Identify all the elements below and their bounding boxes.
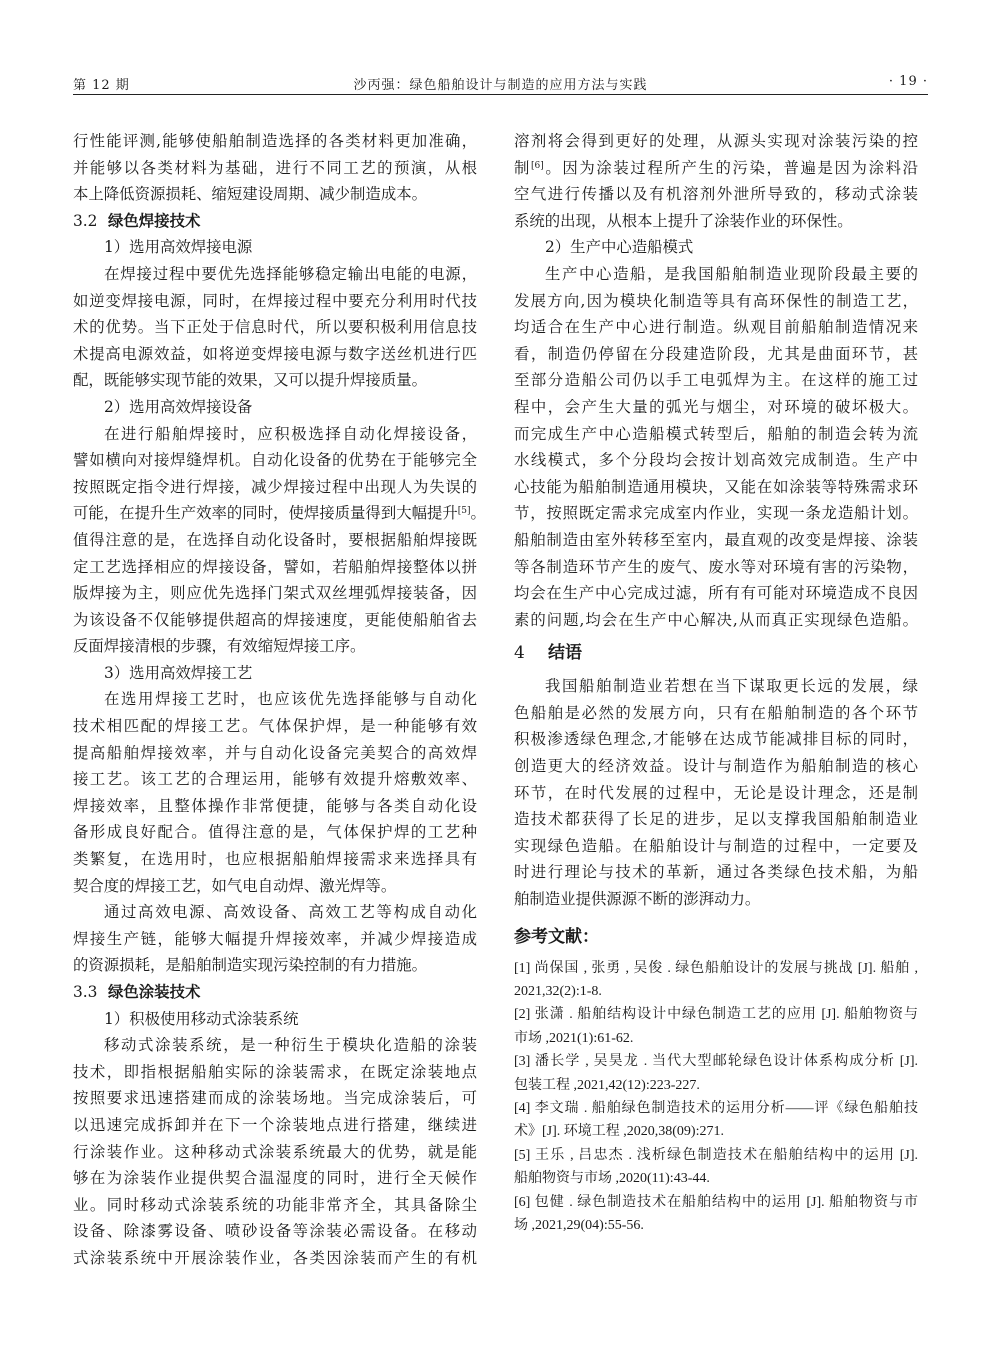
line-text: 通过高效电源、高效设备、高效工艺等构成自动化 xyxy=(104,903,477,922)
reference-line xyxy=(514,1191,918,1214)
text-line xyxy=(514,806,918,833)
right-column xyxy=(514,128,918,1237)
line-text: 定工艺选择相应的焊接设备，譬如，若船舶焊接整体以拼 xyxy=(73,557,477,576)
text-line xyxy=(514,421,918,448)
text-line xyxy=(73,1165,477,1192)
line-text: 等各制造环节产生的废气、废水等对环境有害的污染物， xyxy=(514,557,918,576)
text-line xyxy=(514,886,918,913)
line-text: 心技能为船舶制造通用模块，又能在如涂装等特殊需求环 xyxy=(514,477,918,496)
text-line xyxy=(73,1245,477,1272)
text-line xyxy=(73,474,477,501)
line-text: 以迅速完成拆卸并在下一个涂装地点进行搭建，继续进 xyxy=(73,1115,477,1134)
line-text: 积极渗透绿色理念,才能够在达成节能减排目标的同时， xyxy=(514,730,918,749)
subsection-text: 2）选用高效焊接设备 xyxy=(104,397,253,416)
text-line xyxy=(73,607,477,634)
line-text: 至部分造船公司仍以手工电弧焊为主。在这样的施工过 xyxy=(514,371,918,390)
line-text: 业。同时移动式涂装系统的功能非常齐全，其具备除尘 xyxy=(73,1195,477,1214)
line-text: 节，按照既定需求完成室内作业，实现一条龙造船计划。 xyxy=(514,504,918,523)
subsection-heading xyxy=(73,394,477,421)
line-text: 船舶制造由室外转移至室内，最直观的改变是焊接、涂装 xyxy=(514,530,918,549)
left-column xyxy=(73,128,486,1272)
text-line xyxy=(73,367,477,394)
text-line xyxy=(73,1112,477,1139)
text-line xyxy=(73,740,477,767)
reference-line xyxy=(514,1214,918,1237)
line-text: 类繁复，在选用时，也应根据船舶焊接需求来选择具有 xyxy=(73,850,477,869)
running-header xyxy=(73,70,928,95)
line-text: 接工艺。该工艺的合理运用，能够有效提升熔敷效率、 xyxy=(73,770,477,789)
subsection-text: 2）生产中心造船模式 xyxy=(545,238,694,257)
reference-text: [3] 潘长学 , 吴昊龙 . 当代大型邮轮绿色设计体系构成分析 [J]. xyxy=(514,1054,918,1070)
line-text: 看，制造仍停留在分段建造阶段，尤其是曲面环节，甚 xyxy=(514,344,918,363)
text-line xyxy=(73,500,486,527)
line-text: 而完成生产中心造船模式转型后，船舶的制造会转为流 xyxy=(514,424,918,443)
line-text: 提高船舶焊接效率，并与自动化设备完美契合的高效焊 xyxy=(73,743,477,762)
text-line xyxy=(73,766,477,793)
text-line xyxy=(514,726,918,753)
line-text: 行性能评测,能够使船舶制造选择的各类材料更加准确， xyxy=(73,132,477,150)
line-tail: 。 xyxy=(470,504,486,523)
reference-text: [2] 张潇 . 船舶结构设计中绿色制造工艺的应用 [J]. 船舶物资与 xyxy=(514,1007,918,1023)
text-line xyxy=(73,128,477,155)
text-line xyxy=(514,554,918,581)
text-line xyxy=(73,1059,477,1086)
text-line xyxy=(73,899,477,926)
references-heading xyxy=(514,917,918,957)
text-line xyxy=(514,500,918,527)
subsection-heading xyxy=(73,1006,477,1033)
text-line xyxy=(73,819,477,846)
subsection-heading xyxy=(73,234,477,261)
reference-line xyxy=(514,1097,918,1120)
text-line xyxy=(514,394,918,421)
line-text: 版焊接为主，则应优先选择门架式双丝埋弧焊接装备，因 xyxy=(73,584,477,603)
line-text: 技术，即指根据船舶实际的涂装需求，在既定涂装地点 xyxy=(73,1062,477,1081)
line-text: 均会在生产中心完成过滤，所有有可能对环境造成不良因 xyxy=(514,584,918,603)
line-text: 术的优势。当下正处于信息时代，所以要积极利用信息技 xyxy=(73,318,477,337)
reference-line xyxy=(514,1120,918,1143)
text-line xyxy=(514,341,918,368)
line-text: 均适合在生产中心进行制造。纵观目前船舶制造情况来 xyxy=(514,318,918,337)
text-line xyxy=(514,607,918,634)
text-line xyxy=(73,527,477,554)
text-line xyxy=(73,1139,477,1166)
line-text: 系统的出现，从根本上提升了涂装作业的环保性。 xyxy=(514,211,853,230)
text-line xyxy=(73,261,477,288)
section-number: 3.3 xyxy=(73,983,98,1001)
text-line xyxy=(514,780,918,807)
text-line xyxy=(73,1218,477,1245)
section-title: 绿色焊接技术 xyxy=(108,211,201,230)
issue-number: 第 12 期 xyxy=(73,78,130,93)
line-text: 造技术都获得了长足的进步，足以支撑我国船舶制造业 xyxy=(514,810,918,829)
line-text: 生产中心造船，是我国船舶制造业现阶段最主要的 xyxy=(545,264,918,283)
subsection-heading xyxy=(73,660,477,687)
line-text: 焊接生产链，能够大幅提升焊接效率，并减少焊接造成 xyxy=(73,929,477,948)
text-line xyxy=(514,261,918,288)
section-heading xyxy=(73,979,477,1006)
line-text: 行涂装作业。这种移动式涂装系统最大的优势，就是能 xyxy=(73,1142,477,1161)
text-line xyxy=(514,155,918,182)
text-line xyxy=(73,1085,477,1112)
text-line xyxy=(73,1032,477,1059)
line-text: 设备、除漆雾设备、喷砂设备等涂装必需设备。在移动 xyxy=(73,1222,477,1241)
line-text: 契合度的焊接工艺，如气电自动焊、激光焊等。 xyxy=(73,876,397,895)
line-text: 譬如横向对接焊缝焊机。自动化设备的优势在于能够完全 xyxy=(73,451,477,470)
reference-text: 2021,32(2):1-8. xyxy=(514,984,602,1000)
line-text: 式涂装系统中开展涂装作业，各类因涂装而产生的有机 xyxy=(73,1248,477,1267)
text-line xyxy=(514,208,918,235)
text-line xyxy=(73,155,477,182)
text-line xyxy=(514,673,918,700)
text-line xyxy=(73,952,477,979)
reference-text: 包装工程 ,2021,42(12):223-227. xyxy=(514,1077,700,1093)
citation-marker: [6] xyxy=(531,160,544,171)
reference-text: [5] 王乐 , 吕忠杰 . 浅析绿色制造技术在船舶结构中的运用 [J]. xyxy=(514,1147,918,1163)
text-line xyxy=(73,633,477,660)
reference-line xyxy=(514,957,918,980)
chapter-number: 4 xyxy=(514,643,525,664)
chapter-title: 结语 xyxy=(548,643,582,664)
line-text: 移动式涂装系统，是一种衍生于模块化造船的涂装 xyxy=(104,1036,477,1055)
subsection-text: 1）积极使用移动式涂装系统 xyxy=(104,1009,299,1028)
line-text: 焊接效率，且整体操作非常便捷，能够与各类自动化设 xyxy=(73,796,477,815)
text-line xyxy=(73,314,477,341)
line-text: 反面焊接清根的步骤，有效缩短焊接工序。 xyxy=(73,637,366,656)
text-line xyxy=(514,527,918,554)
text-line xyxy=(514,833,918,860)
subsection-heading xyxy=(514,234,918,261)
reference-line xyxy=(514,1027,918,1050)
text-line xyxy=(73,288,477,315)
line-text: 配，既能够实现节能的效果，又可以提升焊接质量。 xyxy=(73,371,427,390)
line-text: 环节，在时代发展的过程中，无论是设计理念，还是制 xyxy=(514,783,918,802)
reference-text: 术》[J]. 环境工程 ,2020,38(09):271. xyxy=(514,1124,724,1140)
line-text: 按照要求迅速搭建而成的涂装场地。当完成涂装后，可 xyxy=(73,1089,477,1108)
reference-line xyxy=(514,1074,918,1097)
line-text: 术提高电源效益，如将逆变焊接电源与数字送丝机进行匹 xyxy=(73,344,477,363)
text-line xyxy=(514,367,918,394)
text-line xyxy=(514,314,918,341)
reference-line xyxy=(514,1050,918,1073)
line-text: 实现绿色造船。在船舶设计与制造的过程中，一定要及 xyxy=(514,836,918,855)
reference-line xyxy=(514,1003,918,1026)
text-line xyxy=(514,753,918,780)
text-line xyxy=(514,447,918,474)
reference-text: [6] 包健 . 绿色制造技术在船舶结构中的运用 [J]. 船舶物资与市 xyxy=(514,1194,918,1210)
line-text: 的资源损耗，是船舶制造实现污染控制的有力措施。 xyxy=(73,956,427,975)
text-line xyxy=(73,713,477,740)
citation-marker: [5] xyxy=(457,506,471,517)
line-text: 发展方向,因为模块化制造等具有高环保性的制造工艺， xyxy=(514,291,918,310)
text-line xyxy=(514,128,918,155)
line-text: 并能够以各类材料为基础，进行不同工艺的预演，从根 xyxy=(73,158,477,177)
text-line xyxy=(514,181,918,208)
line-text: 色船舶是必然的发展方向，只有在船舶制造的各个环节 xyxy=(514,703,918,722)
line-text: 溶剂将会得到更好的处理，从源头实现对涂装污染的控 xyxy=(514,132,918,150)
subsection-text: 1）选用高效焊接电源 xyxy=(104,238,253,257)
line-text: 我国船舶制造业若想在当下谋取更长远的发展，绿 xyxy=(545,677,918,696)
page-number: · 19 · xyxy=(888,74,928,89)
text-line xyxy=(73,341,477,368)
line-text: 值得注意的是，在选择自动化设备时，要根据船舶焊接既 xyxy=(73,530,477,549)
subsection-text: 3）选用高效焊接工艺 xyxy=(104,663,253,682)
text-line xyxy=(73,846,477,873)
reference-text: [4] 李文瑞 . 船舶绿色制造技术的运用分析——评《绿色船舶技 xyxy=(514,1100,918,1116)
text-line xyxy=(73,447,477,474)
text-line xyxy=(514,288,918,315)
line-text: 如逆变焊接电源，同时，在焊接过程中要充分利用时代技 xyxy=(73,291,477,310)
running-title: 沙丙强：绿色船舶设计与制造的应用方法与实践 xyxy=(353,78,648,93)
text-line xyxy=(514,580,918,607)
line-text: 创造更大的经济效益。设计与制造作为船舶制造的核心 xyxy=(514,757,918,776)
line-text: 水线模式，多个分段均会按计划高效完成制造。生产中 xyxy=(514,451,918,470)
reference-text: [1] 尚保国 , 张勇 , 吴俊 . 绿色船舶设计的发展与挑战 [J]. 船舶 , xyxy=(514,960,918,976)
line-text: 为该设备不仅能够提供超高的焊接速度，更能使船舶省去 xyxy=(73,610,477,629)
reference-text: 市场 ,2021(1):61-62. xyxy=(514,1030,634,1046)
text-line xyxy=(73,421,477,448)
section-title: 绿色涂装技术 xyxy=(108,983,201,1001)
text-line xyxy=(73,1192,477,1219)
text-line xyxy=(73,873,477,900)
text-line xyxy=(73,554,477,581)
text-line xyxy=(514,474,918,501)
line-text: 够在为涂装作业提供契合温湿度的同时，进行全天候作 xyxy=(73,1169,477,1188)
reference-line xyxy=(514,1167,918,1190)
line-text: 舶制造业提供源源不断的澎湃动力。 xyxy=(514,890,761,909)
text-line xyxy=(73,686,477,713)
line-text: 按照既定指令进行焊接，减少焊接过程中出现人为失误的 xyxy=(73,477,477,496)
reference-text: 场 ,2021,29(04):55-56. xyxy=(514,1217,644,1233)
reference-line xyxy=(514,1144,918,1167)
line-tail: 。因为涂装过程所产生的污染，普遍是因为涂料沿 xyxy=(543,158,918,177)
reference-text: 船舶物资与市场 ,2020(11):43-44. xyxy=(514,1171,710,1187)
line-text: 时进行理论与技术的革新，通过各类绿色技术船，为船 xyxy=(514,863,918,882)
line-text: 素的问题,均会在生产中心解决,从而真正实现绿色造船。 xyxy=(514,610,918,629)
line-text: 技术相匹配的焊接工艺。气体保护焊，是一种能够有效 xyxy=(73,717,477,736)
line-text: 制 xyxy=(514,158,532,177)
line-text: 可能，在提升生产效率的同时，使焊接质量得到大幅提升 xyxy=(73,504,458,523)
section-heading xyxy=(73,208,477,235)
line-text: 程中，会产生大量的弧光与烟尘，对环境的破坏极大。 xyxy=(514,397,918,416)
text-line xyxy=(514,859,918,886)
text-line xyxy=(73,580,477,607)
text-line xyxy=(73,181,477,208)
line-text: 备形成良好配合。值得注意的是，气体保护焊的工艺种 xyxy=(73,823,477,842)
references-title: 参考文献： xyxy=(514,926,599,947)
line-text: 本上降低资源损耗、缩短建设周期、减少制造成本。 xyxy=(73,185,427,204)
line-text: 在焊接过程中要优先选择能够稳定输出电能的电源， xyxy=(104,264,477,283)
chapter-heading xyxy=(514,635,918,671)
text-line xyxy=(514,700,918,727)
line-text: 在选用焊接工艺时，也应该优先选择能够与自动化 xyxy=(104,690,477,709)
text-line xyxy=(73,793,477,820)
line-text: 空气进行传播以及有机溶剂外泄所导致的，移动式涂装 xyxy=(514,185,918,204)
reference-line xyxy=(514,980,918,1003)
section-number: 3.2 xyxy=(73,211,98,230)
text-line xyxy=(73,926,477,953)
line-text: 在进行船舶焊接时，应积极选择自动化焊接设备， xyxy=(104,424,477,443)
